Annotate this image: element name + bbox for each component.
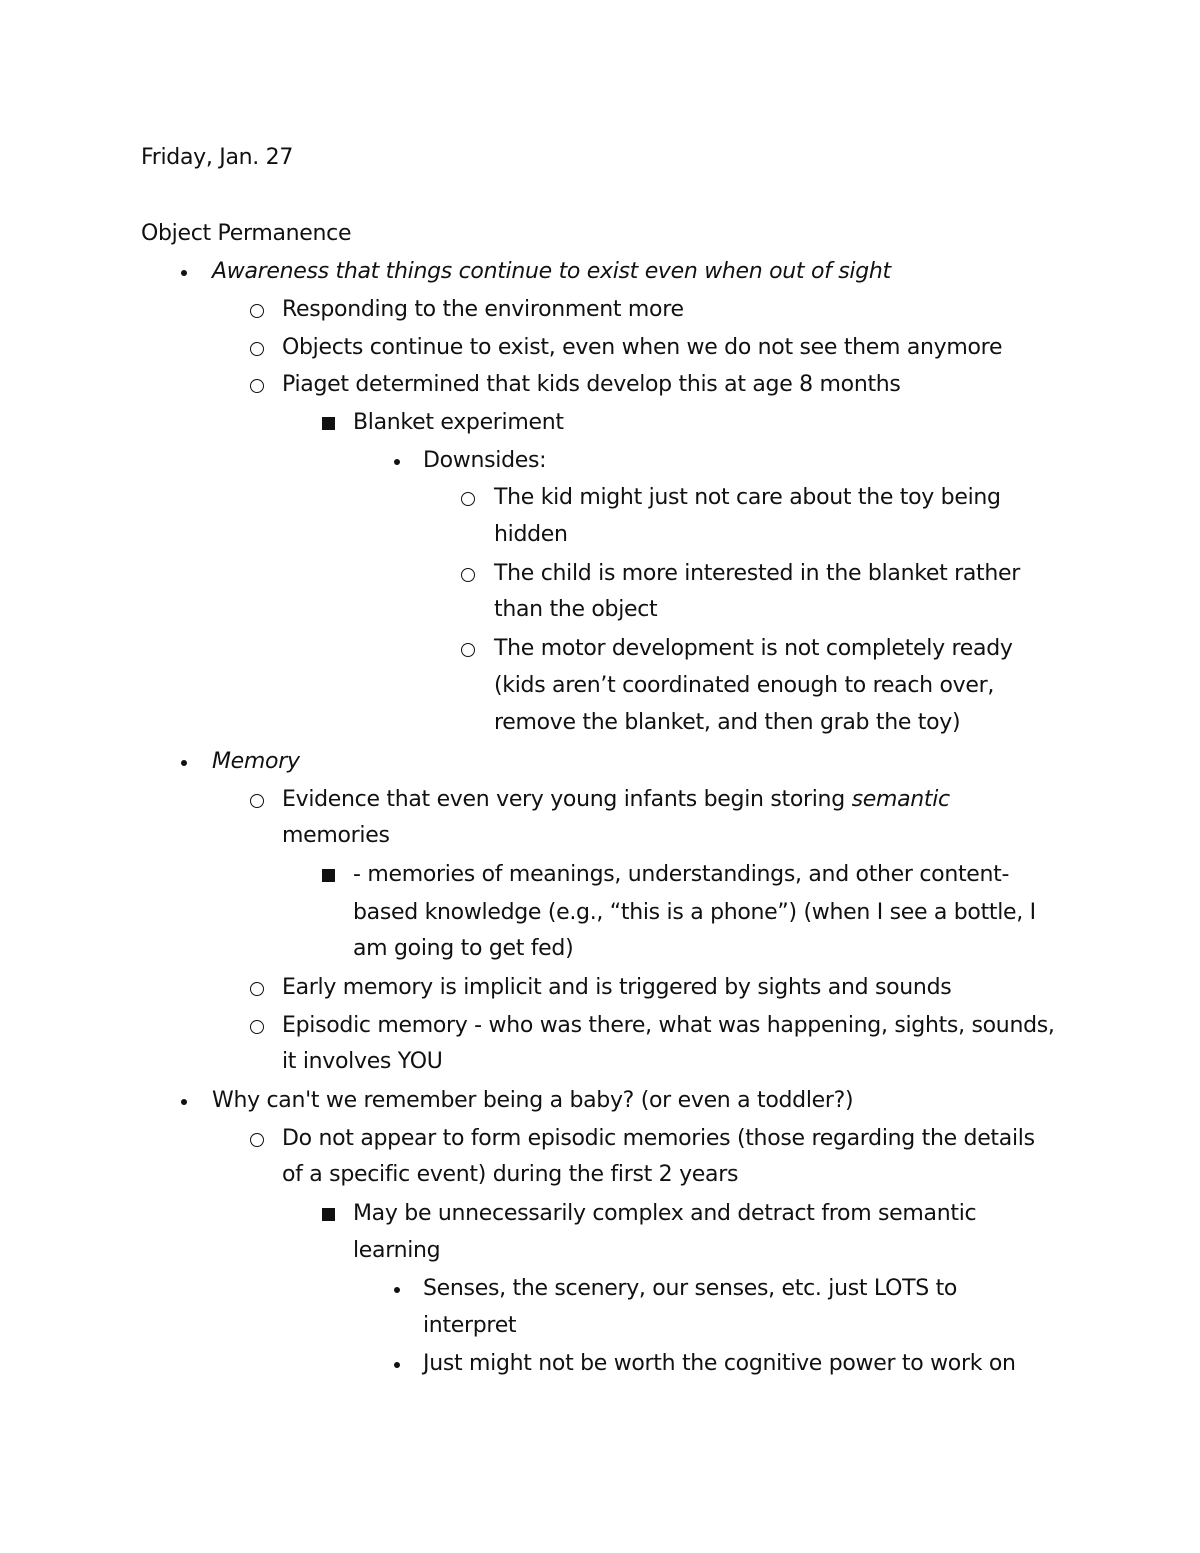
- bullet-circle: [250, 786, 264, 814]
- early-memory: Early memory is implicit and is triggered by sights and sounds: [282, 975, 952, 1000]
- downside-3-line-1: The motor development is not completely ready: [494, 636, 1013, 661]
- form-line-2: of a specific event) during the first 2 years: [282, 1162, 739, 1187]
- evidence-line-1: [282, 786, 950, 814]
- bullet-dot: [394, 1350, 400, 1378]
- memory-heading: Memory: [212, 749, 300, 774]
- bullet-circle: [250, 1125, 264, 1153]
- bullet-dot: [181, 258, 187, 286]
- downsides-label: Downsides:: [423, 448, 547, 473]
- awareness-item-2: Objects continue to exist, even when we do not see them anymore: [282, 335, 1003, 360]
- bullet-circle: [250, 1012, 264, 1040]
- bullet-circle: [461, 635, 475, 663]
- bullet-circle: [250, 334, 264, 362]
- bullet-square: [322, 1200, 335, 1228]
- complex-line-2: learning: [353, 1238, 441, 1263]
- bullet-circle: [250, 974, 264, 1002]
- downside-1-line-2: hidden: [494, 522, 568, 547]
- topic-heading: Object Permanence: [141, 221, 352, 246]
- awareness-text: Awareness that things continue to exist even when out of sight: [212, 259, 891, 284]
- semantic-def-line-1: - memories of meanings, understandings, and other content-: [353, 862, 1010, 887]
- bullet-square: [322, 409, 335, 437]
- downside-3-line-2: (kids aren’t coordinated enough to reach over,: [494, 673, 995, 698]
- bullet-dot: [394, 1275, 400, 1303]
- senses-line-2: interpret: [423, 1313, 517, 1338]
- worth-line: Just might not be worth the cognitive power to work on: [423, 1351, 1016, 1376]
- date-heading: Friday, Jan. 27: [141, 145, 294, 170]
- episodic-line-2: it involves YOU: [282, 1049, 443, 1074]
- bullet-circle: [461, 560, 475, 588]
- bullet-square: [322, 861, 335, 889]
- episodic-line-1: Episodic memory - who was there, what was happening, sights, sounds,: [282, 1013, 1055, 1038]
- evidence-text: Evidence that even very young infants begin storing: [282, 787, 852, 812]
- senses-line-1: Senses, the scenery, our senses, etc. just LOTS to: [423, 1276, 958, 1301]
- downside-2-line-1: The child is more interested in the blanket rather: [494, 561, 1021, 586]
- bullet-circle: [461, 484, 475, 512]
- downside-3-line-3: remove the blanket, and then grab the toy): [494, 710, 961, 735]
- semantic-def-line-2: based knowledge (e.g., “this is a phone”) (when I see a bottle, I: [353, 900, 1036, 925]
- awareness-item-3: Piaget determined that kids develop this at age 8 months: [282, 372, 901, 397]
- awareness-item-1: Responding to the environment more: [282, 297, 684, 322]
- complex-line-1: May be unnecessarily complex and detract from semantic: [353, 1201, 977, 1226]
- form-line-1: Do not appear to form episodic memories (those regarding the details: [282, 1126, 1035, 1151]
- semantic-emphasis: semantic: [851, 787, 950, 812]
- bullet-dot: [181, 748, 187, 776]
- bullet-dot: [181, 1087, 187, 1115]
- bullet-dot: [394, 447, 400, 475]
- why-heading: Why can't we remember being a baby? (or even a toddler?): [212, 1088, 854, 1113]
- downside-2-line-2: than the object: [494, 597, 658, 622]
- bullet-circle: [250, 296, 264, 324]
- evidence-line-2: memories: [282, 823, 390, 848]
- semantic-def-line-3: am going to get fed): [353, 936, 574, 961]
- downside-1-line-1: The kid might just not care about the toy being: [494, 485, 1001, 510]
- blanket-experiment: Blanket experiment: [353, 410, 564, 435]
- bullet-circle: [250, 371, 264, 399]
